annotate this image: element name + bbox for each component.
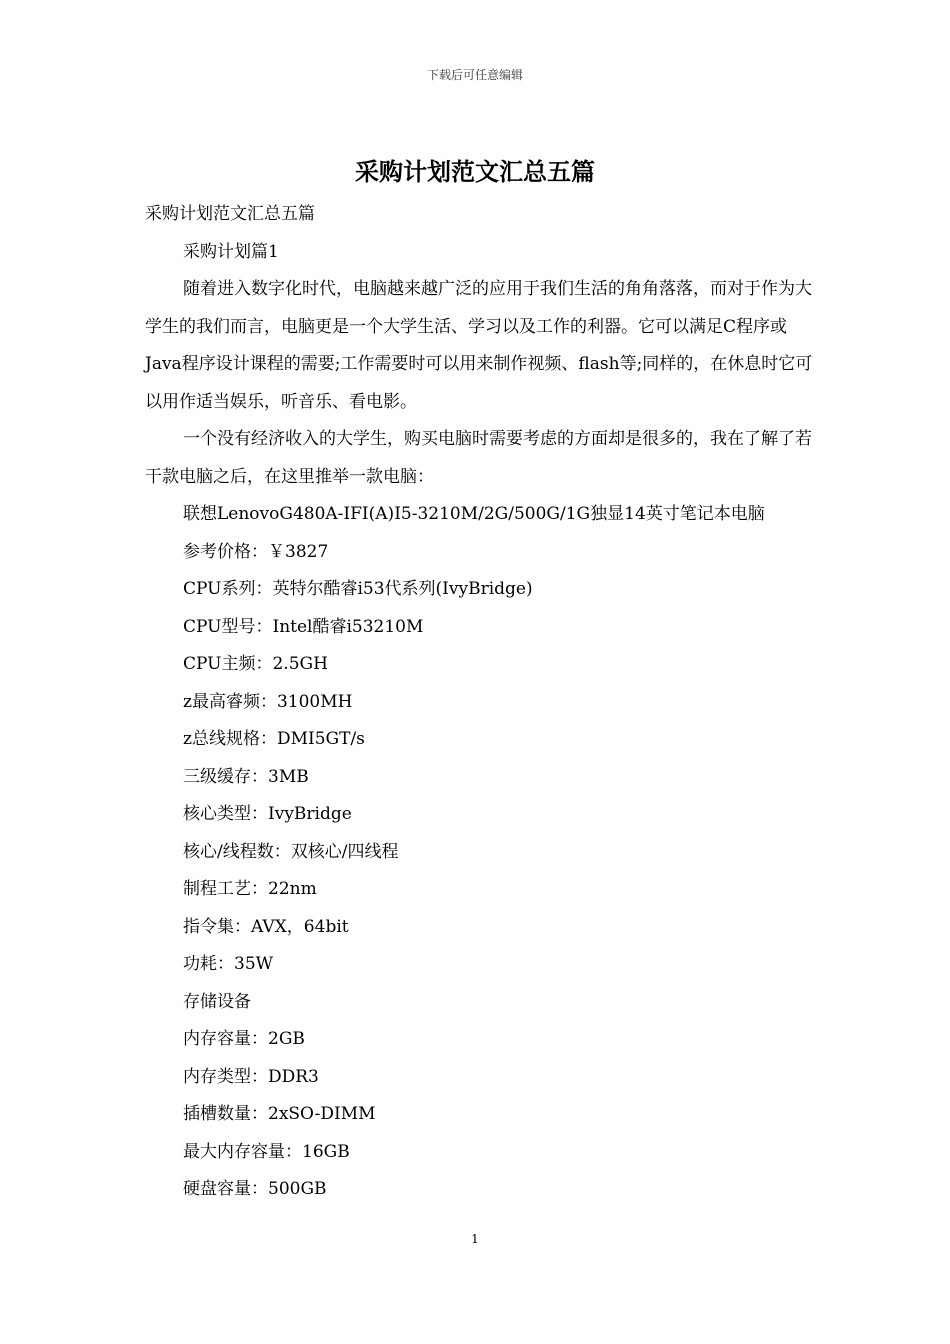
spec-line: 核心类型：IvyBridge — [183, 804, 352, 824]
spec-line: 指令集：AVX，64bit — [183, 916, 349, 937]
page-header: 下载后可任意编辑 — [426, 68, 523, 82]
spec-line: 插槽数量：2xSO-DIMM — [183, 1104, 376, 1124]
document-title: 采购计划范文汇总五篇 — [355, 157, 595, 186]
spec-line: CPU主频：2.5GH — [183, 654, 328, 674]
spec-line: 内存类型：DDR3 — [183, 1066, 319, 1087]
spec-line: 内存容量：2GB — [183, 1029, 305, 1049]
spec-line: 联想LenovoG480A-IFI(A)I5-3210M/2G/500G/1G独显14英寸笔记本电脑 — [183, 504, 765, 524]
spec-line: 参考价格：￥3827 — [183, 541, 329, 562]
second-paragraph: 一个没有经济收入的大学生，购买电脑时需要考虑的方面却是很多的，我在了解了若干款电脑之后，在这里推举一款电脑： — [145, 429, 812, 487]
spec-line: z最高睿频：3100MH — [183, 691, 353, 712]
page-number: 1 — [471, 1232, 479, 1246]
section-heading: 采购计划篇1 — [183, 241, 279, 262]
spec-line: 硬盘容量：500GB — [183, 1179, 327, 1199]
spec-line: CPU型号：Intel酷睿i53210M — [183, 616, 424, 637]
document-body — [145, 196, 815, 1209]
subtitle-line: 采购计划范文汇总五篇 — [145, 204, 315, 224]
spec-line: 制程工艺：22nm — [183, 879, 317, 899]
spec-line: 功耗：35W — [183, 954, 274, 974]
spec-line: z总线规格：DMI5GT/s — [183, 729, 365, 749]
spec-line: 三级缓存：3MB — [183, 766, 309, 787]
spec-line: CPU系列：英特尔酷睿i53代系列(IvyBridge) — [183, 579, 533, 599]
intro-paragraph: 随着进入数字化时代，电脑越来越广泛的应用于我们生活的角角落落，而对于作为大学生的我们而言，电脑更是一个大学生活、学习以及工作的利器。它可以满足C程序或Java程序设计课程的需要;工作需要时可以用来制作视频、flash等;同样的，在休息时它可以用作适当娱乐，听音乐、看电影。 — [145, 279, 813, 412]
spec-line: 最大内存容量：16GB — [183, 1141, 350, 1162]
spec-list — [145, 496, 815, 1209]
spec-line: 核心/线程数：双核心/四线程 — [183, 841, 399, 862]
spec-line: 存储设备 — [183, 991, 251, 1012]
